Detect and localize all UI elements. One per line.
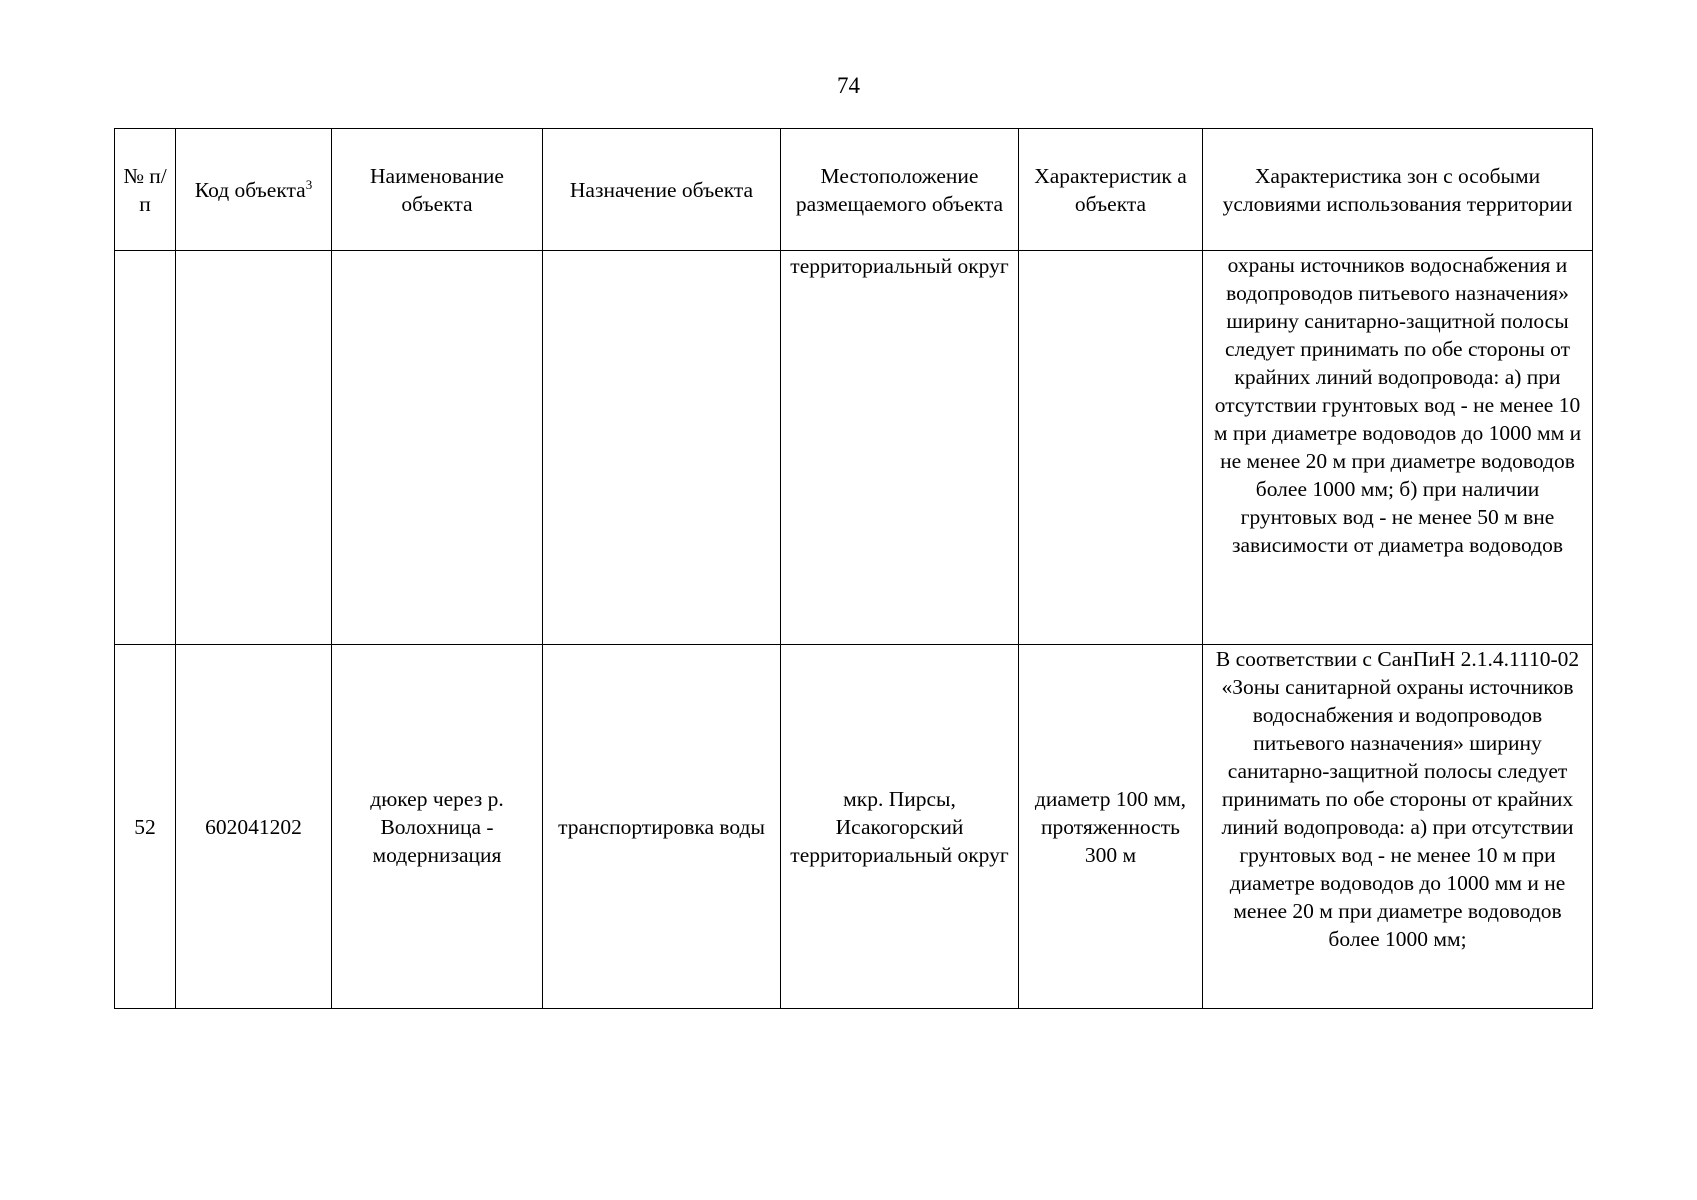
header-name: Наименование объекта (332, 129, 543, 251)
cell-name (332, 251, 543, 645)
cell-purpose (543, 251, 781, 645)
table-row (115, 251, 1593, 645)
header-purpose: Назначение объекта (543, 129, 781, 251)
cell-characteristics (1019, 251, 1203, 645)
cell-name: дюкер через р. Волохница - модернизация (332, 645, 543, 1009)
header-num: № п/п (115, 129, 176, 251)
table-header (115, 129, 1593, 251)
table-body (115, 251, 1593, 1009)
header-code-label: Код объекта (194, 177, 306, 202)
cell-code: 602041202 (176, 645, 332, 1009)
cell-code (176, 251, 332, 645)
objects-table (114, 128, 1593, 1009)
footnote-marker: 3 (305, 176, 313, 192)
cell-location: территориальный округ (781, 251, 1019, 645)
page-number: 74 (837, 73, 860, 98)
header-characteristics: Характеристик а объекта (1019, 129, 1203, 251)
cell-location: мкр. Пирсы, Исакогорский территориальный округ (781, 645, 1019, 1009)
header-row (115, 129, 1593, 251)
cell-num (115, 251, 176, 645)
header-zones: Характеристика зон с особыми условиями использования территории (1203, 129, 1593, 251)
cell-characteristics: диаметр 100 мм, протяженность 300 м (1019, 645, 1203, 1009)
header-code (176, 129, 332, 251)
table-row (115, 645, 1593, 1009)
cell-num: 52 (115, 645, 176, 1009)
cell-purpose: транспортировка воды (543, 645, 781, 1009)
cell-zones: В соответствии с СанПиН 2.1.4.1110-02 «Зоны санитарной охраны источников водоснабжения и водопроводов питьевого назначения» ширину санитарно-защитной полосы следует принимать по обе стороны от крайних линий водопровода: а) при отсутствии грунтовых вод - не менее 10 м при диаметре водоводов до 1000 мм и не менее 20 м при диаметре водоводов более 1000 мм; (1203, 645, 1593, 1009)
header-location: Местоположение размещаемого объекта (781, 129, 1019, 251)
cell-zones: охраны источников водоснабжения и водопроводов питьевого назначения» ширину санитарно-защитной полосы следует принимать по обе стороны от крайних линий водопровода: а) при отсутствии грунтовых вод - не менее 10 м при диаметре водоводов до 1000 мм и не менее 20 м при диаметре водоводов более 1000 мм; б) при наличии грунтовых вод - не менее 50 м вне зависимости от диаметра водоводов (1203, 251, 1593, 645)
